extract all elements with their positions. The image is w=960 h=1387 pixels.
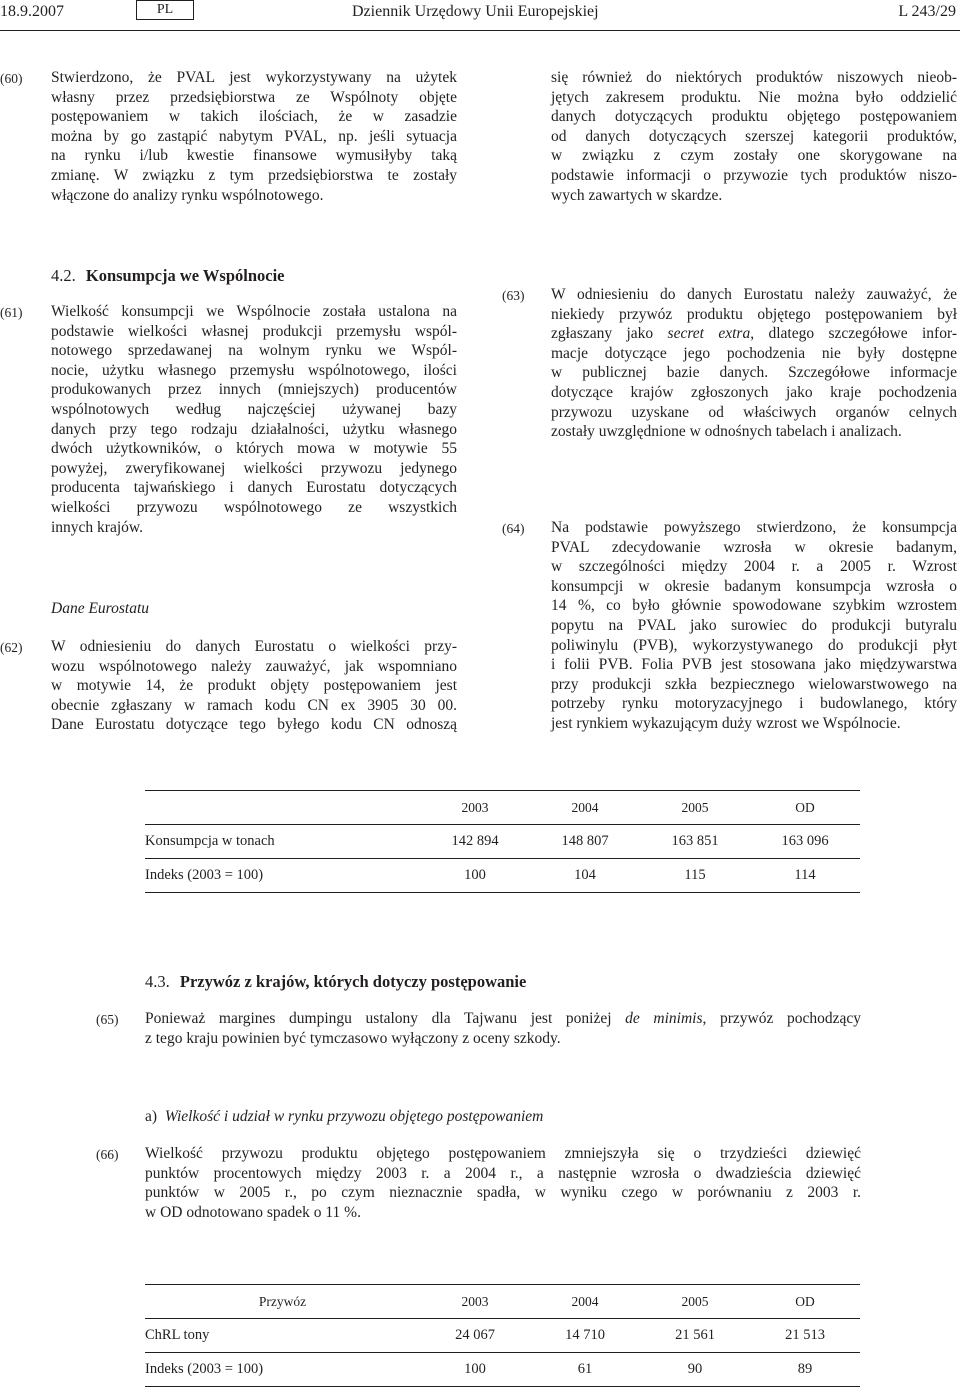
- paragraph-65-line1c: , przywóz pochodzący: [702, 1010, 861, 1027]
- section-number: 4.2.: [51, 266, 76, 285]
- p60cont-line: w związku z czym zostały one skorygowane na: [551, 147, 957, 165]
- paragraph-60: [51, 68, 457, 205]
- table-cell: 21 561: [640, 1319, 750, 1353]
- imports-table: [145, 1284, 860, 1387]
- table-cell: 89: [750, 1353, 860, 1387]
- p60-line: na rynku i/lub kwestie finansowe wymusiłyby taką: [51, 147, 457, 165]
- p63-line: W odniesieniu do danych Eurostatu należy zauważyć, że: [551, 286, 957, 303]
- p60cont-line: jętych zakresem produktu. Nie można było oddzielić: [551, 88, 957, 106]
- p64-line: przy produkcji szkła bezpiecznego wielowarstwowego na: [551, 675, 957, 693]
- p62-line: obecnie zgłaszany w ramach kodu CN ex 3905 30 00.: [51, 696, 457, 714]
- table-cell: 90: [640, 1353, 750, 1387]
- p60-line: Stwierdzono, że PVAL jest wykorzystywany na użytek: [51, 69, 457, 86]
- subheading-a-prefix: a): [145, 1108, 158, 1125]
- p64-line: poliwinylu (PVB), wykorzystywanego do produkcji płyt: [551, 636, 957, 654]
- p61-line: podstawie wielkości własnej produkcji przemysłu wspól-: [51, 322, 457, 340]
- p63-line: w publicznej bazie danych. Szczegółowe informacje: [551, 364, 957, 382]
- section-title: Konsumpcja we Wspólnocie: [85, 266, 285, 285]
- publication-date: 18.9.2007: [0, 3, 64, 20]
- p61-line: produkowanych przez innych (mniejszych) producentów: [51, 381, 457, 399]
- p64-line: popytu na PVAL jako surowiec do produkcji butyralu: [551, 616, 957, 634]
- table-cell: 24 067: [420, 1319, 530, 1353]
- paragraph-number-66: (66): [96, 1147, 119, 1162]
- paragraph-number-65: (65): [96, 1012, 119, 1027]
- table-row: [145, 1353, 860, 1387]
- paragraph-62: [51, 637, 457, 735]
- p60cont-line: wych zawartych w skardze.: [551, 186, 723, 204]
- p61-line: innych krajów.: [51, 518, 143, 536]
- table-cell: 163 096: [750, 825, 860, 859]
- subheading-a-text: Wielkość i udział w rynku przywozu objętego postępowaniem: [164, 1108, 544, 1125]
- row-label: Indeks (2003 = 100): [145, 859, 420, 893]
- column-header: OD: [750, 1285, 860, 1319]
- row-label: Konsumpcja w tonach: [145, 825, 420, 859]
- row-label: Indeks (2003 = 100): [145, 1353, 420, 1387]
- p66-line: punktów procentowych między 2003 r. a 2004 r., a następnie wzrosła o dwadzieścia dziewięć: [145, 1164, 861, 1182]
- table-cell: 115: [640, 859, 750, 893]
- paragraph-66: [145, 1144, 861, 1222]
- section-heading-4-3: [145, 972, 526, 992]
- table-cell: 21 513: [750, 1319, 860, 1353]
- p66-line: punktów w 2005 r., po czym nieznacznie spadła, w wyniku czego w porównaniu z 2003 r.: [145, 1184, 861, 1202]
- p64-line: konsumpcji w okresie badanym konsumpcja wzrosła o: [551, 577, 957, 595]
- row-label: ChRL tony: [145, 1319, 420, 1353]
- p63-line: zostały uwzględnione w odnośnych tabelach i analizach.: [551, 423, 902, 441]
- header-divider: [0, 30, 960, 31]
- table-header-row: [145, 1285, 860, 1319]
- p61-line: powyżej, zweryfikowanej wielkości przywozu jedynego: [51, 459, 457, 477]
- p60cont-line: od danych dotyczących szerszej kategorii produktów,: [551, 127, 957, 145]
- paragraph-65-line2: z tego kraju powinien być tymczasowo wyłączony z oceny szkody.: [145, 1029, 561, 1047]
- p60cont-line: się również do niektórych produktów niszowych nieob-: [551, 69, 957, 86]
- column-header: 2004: [530, 791, 640, 825]
- section-title: Przywóz z krajów, których dotyczy postępowanie: [179, 972, 527, 991]
- p62-line: wozu wspólnotowego należy zauważyć, jak wspomniano: [51, 657, 457, 675]
- table-cell: 142 894: [420, 825, 530, 859]
- table-header-row: [145, 791, 860, 825]
- subheading-eurostat: Dane Eurostatu: [51, 600, 150, 617]
- p64-line: i folii PVB. Folia PVB jest stosowana jako międzywarstwa: [551, 656, 957, 674]
- p64-line: jest rynkiem wykazującym duży wzrost we Wspólnocie.: [551, 714, 901, 732]
- p60-line: zmianę. W związku z tym przedsiębiorstwa te zostały: [51, 166, 457, 184]
- p61-line: producenta tajwańskiego i danych Eurostatu dotyczących: [51, 479, 457, 497]
- p60-line: własny przez przedsiębiorstwa ze Wspólnoty objęte: [51, 88, 457, 106]
- table-cell: 114: [750, 859, 860, 893]
- p60cont-line: podstawie informacji o przywozie tych produktów niszo-: [551, 166, 957, 184]
- p63-line: przywozu uzyskane od właściwych organów celnych: [551, 403, 957, 421]
- p60cont-line: danych dotyczących produktu objętego postępowaniem: [551, 108, 957, 126]
- language-badge: PL: [136, 0, 194, 20]
- paragraph-64: [551, 518, 957, 734]
- p61-line: danych przy tego rodzaju działalności, użytku własnego: [51, 420, 457, 438]
- p61-line: dwóch użytkowników, o których mowa w motywie 55: [51, 440, 457, 458]
- table-row: [145, 825, 860, 859]
- p64-line: Na podstawie powyższego stwierdzono, że konsumpcja: [551, 519, 957, 536]
- table-cell: 14 710: [530, 1319, 640, 1353]
- p61-line: Wielkość konsumpcji we Wspólnocie została ustalona na: [51, 303, 457, 320]
- column-header: 2005: [640, 791, 750, 825]
- column-header: [145, 791, 420, 825]
- p66-line: Wielkość przywozu produktu objętego postępowaniem zmniejszyła się o trzydzieści dziewięć: [145, 1145, 861, 1162]
- p62-line: W odniesieniu do danych Eurostatu o wielkości przy-: [51, 638, 457, 655]
- p62-line: w motywie 14, że produkt objęty postępowaniem jest: [51, 677, 457, 695]
- column-header: OD: [750, 791, 860, 825]
- paragraph-number-60: (60): [0, 71, 23, 86]
- p64-line: w szczególności między 2004 r. a 2005 r. Wzrost: [551, 558, 957, 576]
- page-header: [0, 0, 960, 26]
- p63-line: dotyczące krajów zgłoszonych jako kraje pochodzenia: [551, 383, 957, 401]
- paragraph-65-line1a: Ponieważ margines dumpingu ustalony dla Tajwanu jest poniżej: [145, 1010, 612, 1027]
- p61-line: wielkości przywozu wspólnotowego ze wszystkich: [51, 498, 457, 516]
- column-header: 2004: [530, 1285, 640, 1319]
- p61-line: nocie, użytku własnego przemysłu wspólnotowego, ilości: [51, 361, 457, 379]
- p63-line: macje dotyczące jego pochodzenia nie były dostępne: [551, 344, 957, 362]
- section-number: 4.3.: [145, 972, 170, 991]
- table-cell: 61: [530, 1353, 640, 1387]
- paragraph-61: [51, 302, 457, 537]
- p64-line: potrzeby rynku motoryzacyjnego i budowlanego, który: [551, 695, 957, 713]
- column-header: 2003: [420, 1285, 530, 1319]
- p64-line: 14 %, co było głównie spowodowane szybkim wzrostem: [551, 597, 957, 615]
- paragraph-63: [551, 285, 957, 442]
- table-cell: 148 807: [530, 825, 640, 859]
- p60-line: postępowaniem w takich ilościach, że w zasadzie: [51, 108, 457, 126]
- column-header: Przywóz: [145, 1285, 420, 1319]
- paragraph-number-63: (63): [502, 288, 525, 303]
- paragraph-65: [145, 1009, 861, 1048]
- p64-line: PVAL zdecydowanie wzrosła w okresie badanym,: [551, 538, 957, 556]
- paragraph-number-62: (62): [0, 640, 23, 655]
- p61-line: notowego sprzedawanej na wolnym rynku we Wspól-: [51, 342, 457, 360]
- table-cell: 100: [420, 859, 530, 893]
- table-row: [145, 1319, 860, 1353]
- consumption-table: [145, 790, 860, 893]
- paragraph-number-61: (61): [0, 305, 23, 320]
- p62-line: Dane Eurostatu dotyczące tego byłego kodu CN odnoszą: [51, 716, 457, 734]
- paragraph-65-de-minimis: de minimis: [625, 1010, 703, 1027]
- p60-line: można by go zastąpić nabytym PVAL, np. jeśli sytuacja: [51, 127, 457, 145]
- p60-line: włączone do analizy rynku wspólnotowego.: [51, 186, 324, 204]
- p61-line: wspólnotowych według najczęściej używanej bazy: [51, 400, 457, 418]
- column-header: 2003: [420, 791, 530, 825]
- table-cell: 104: [530, 859, 640, 893]
- page-number: L 243/29: [898, 3, 956, 20]
- p66-line: w OD odnotowano spadek o 11 %.: [145, 1203, 361, 1221]
- p63-line: zgłaszany jako secret extra, dlatego szczegółowe infor-: [551, 325, 957, 343]
- section-heading-4-2: [51, 266, 285, 286]
- paragraph-number-64: (64): [502, 521, 525, 536]
- journal-title: Dziennik Urzędowy Unii Europejskiej: [352, 3, 599, 20]
- paragraph-60-continued: [551, 68, 957, 205]
- table-cell: 100: [420, 1353, 530, 1387]
- table-cell: 163 851: [640, 825, 750, 859]
- column-header: 2005: [640, 1285, 750, 1319]
- table-row: [145, 859, 860, 893]
- p63-line: niekiedy przywóz produktu objętego postępowaniem był: [551, 305, 957, 323]
- subheading-a: [145, 1108, 543, 1126]
